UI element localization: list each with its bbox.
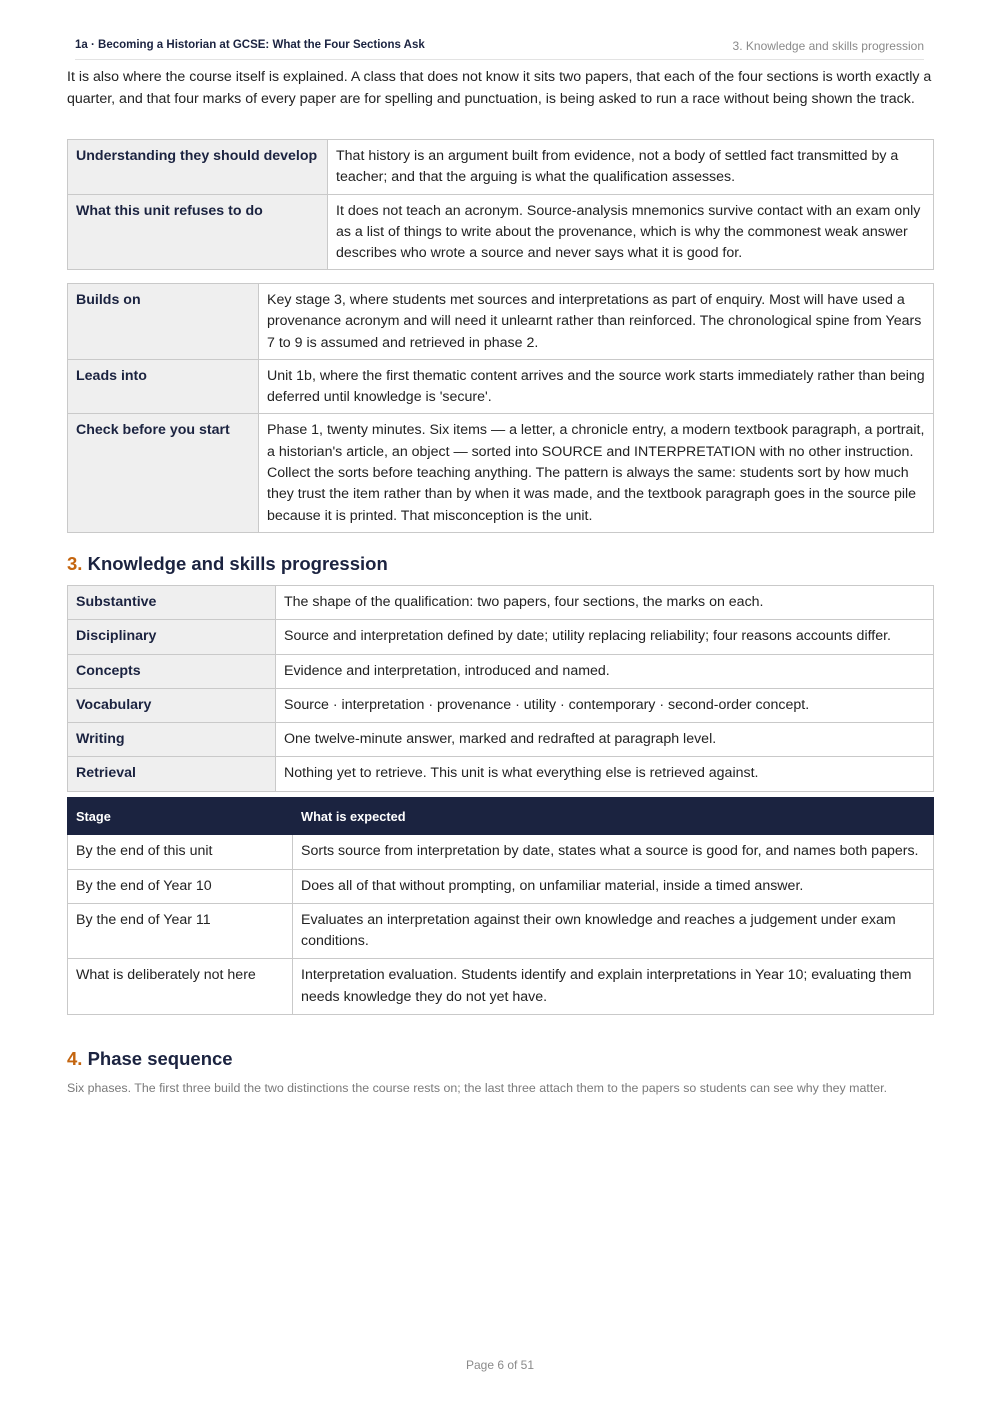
section-number: 4. bbox=[67, 1048, 83, 1069]
row-key: Concepts bbox=[68, 654, 276, 688]
table-row bbox=[68, 688, 934, 722]
row-value: Evidence and interpretation, introduced and named. bbox=[276, 654, 934, 688]
table-header-row bbox=[68, 798, 934, 835]
expected-cell: Evaluates an interpretation against their own knowledge and reaches a judgement under exam conditions. bbox=[293, 903, 934, 959]
row-value: That history is an argument built from evidence, not a body of settled fact transmitted by a teacher; and that the arguing is what the qualification assesses. bbox=[328, 140, 934, 195]
table-row bbox=[68, 359, 934, 414]
running-header bbox=[75, 37, 924, 60]
section-heading bbox=[67, 1048, 233, 1070]
row-key: Check before you start bbox=[68, 414, 259, 532]
table-row bbox=[68, 586, 934, 620]
expected-cell: Sorts source from interpretation by date, states what a source is good for, and names both papers. bbox=[293, 835, 934, 869]
row-key: Leads into bbox=[68, 359, 259, 414]
stage-cell: By the end of Year 10 bbox=[68, 869, 293, 903]
table-row bbox=[68, 959, 934, 1015]
table-row bbox=[68, 869, 934, 903]
table-row bbox=[68, 140, 934, 195]
expected-cell: Does all of that without prompting, on unfamiliar material, inside a timed answer. bbox=[293, 869, 934, 903]
row-value: Nothing yet to retrieve. This unit is what everything else is retrieved against. bbox=[276, 757, 934, 791]
stage-cell: By the end of this unit bbox=[68, 835, 293, 869]
row-value: Source · interpretation · provenance · utility · contemporary · second-order concept. bbox=[276, 688, 934, 722]
row-key: What this unit refuses to do bbox=[68, 194, 328, 270]
context-table bbox=[67, 283, 934, 533]
expected-cell: Interpretation evaluation. Students identify and explain interpretations in Year 10; evaluating them needs knowledge they do not yet have. bbox=[293, 959, 934, 1015]
understanding-table bbox=[67, 139, 934, 270]
row-key: Vocabulary bbox=[68, 688, 276, 722]
stages-table bbox=[67, 797, 934, 1015]
intro-paragraph: It is also where the course itself is explained. A class that does not know it sits two papers, that each of the four sections is worth exactly a quarter, and that four marks of every paper are for spelling and punctuation, is being asked to run a race without being shown the track. bbox=[67, 69, 932, 107]
row-value: The shape of the qualification: two papers, four sections, the marks on each. bbox=[276, 586, 934, 620]
table-row bbox=[68, 903, 934, 959]
row-value: One twelve-minute answer, marked and redrafted at paragraph level. bbox=[276, 723, 934, 757]
row-value: Key stage 3, where students met sources and interpretations as part of enquiry. Most will have used a provenance acronym and will need it unlearnt rather than reinforced. The chronological spine from Years 7 to 9 is assumed and retrieved in phase 2. bbox=[259, 284, 934, 360]
column-header: What is expected bbox=[293, 798, 934, 835]
section-title: Phase sequence bbox=[87, 1048, 233, 1069]
row-value: Phase 1, twenty minutes. Six items — a letter, a chronicle entry, a modern textbook paragraph, a portrait, a historian's article, an object — sorted into SOURCE and INTERPRETATION with no other instruction. Collect the sorts before teaching anything. The pattern is always the same: students sort by how much they trust the item rather than by when it was made, and the textbook paragraph goes in the source pile because it is printed. That misconception is the unit. bbox=[259, 414, 934, 532]
table-row bbox=[68, 757, 934, 791]
table-row bbox=[68, 284, 934, 360]
table-row bbox=[68, 620, 934, 654]
row-key: Disciplinary bbox=[68, 620, 276, 654]
table-row bbox=[68, 654, 934, 688]
row-value: Source and interpretation defined by date; utility replacing reliability; four reasons accounts differ. bbox=[276, 620, 934, 654]
row-key: Writing bbox=[68, 723, 276, 757]
current-section-label: 3. Knowledge and skills progression bbox=[732, 39, 924, 53]
stage-cell: By the end of Year 11 bbox=[68, 903, 293, 959]
row-key: Builds on bbox=[68, 284, 259, 360]
stage-cell: What is deliberately not here bbox=[68, 959, 293, 1015]
table-row bbox=[68, 414, 934, 532]
section-heading bbox=[67, 553, 388, 575]
phase-sequence-note: Six phases. The first three build the two distinctions the course rests on; the last three attach them to the papers so students can see why they matter. bbox=[67, 1081, 888, 1095]
page-number: Page 6 of 51 bbox=[465, 1358, 535, 1372]
section-number: 3. bbox=[67, 553, 83, 574]
table-row bbox=[68, 723, 934, 757]
row-key: Understanding they should develop bbox=[68, 140, 328, 195]
column-header: Stage bbox=[68, 798, 293, 835]
table-row bbox=[68, 835, 934, 869]
row-key: Substantive bbox=[68, 586, 276, 620]
document-title: 1a · Becoming a Historian at GCSE: What the Four Sections Ask bbox=[75, 39, 425, 51]
row-value: It does not teach an acronym. Source-analysis mnemonics survive contact with an exam only as a list of things to write about the provenance, which is why the commonest weak answer describes who wrote a source and never says what it is good for. bbox=[328, 194, 934, 270]
row-value: Unit 1b, where the first thematic content arrives and the source work starts immediately rather than being deferred until knowledge is 'secure'. bbox=[259, 359, 934, 414]
progression-table bbox=[67, 585, 934, 792]
table-row bbox=[68, 194, 934, 270]
section-title: Knowledge and skills progression bbox=[87, 553, 388, 574]
row-key: Retrieval bbox=[68, 757, 276, 791]
